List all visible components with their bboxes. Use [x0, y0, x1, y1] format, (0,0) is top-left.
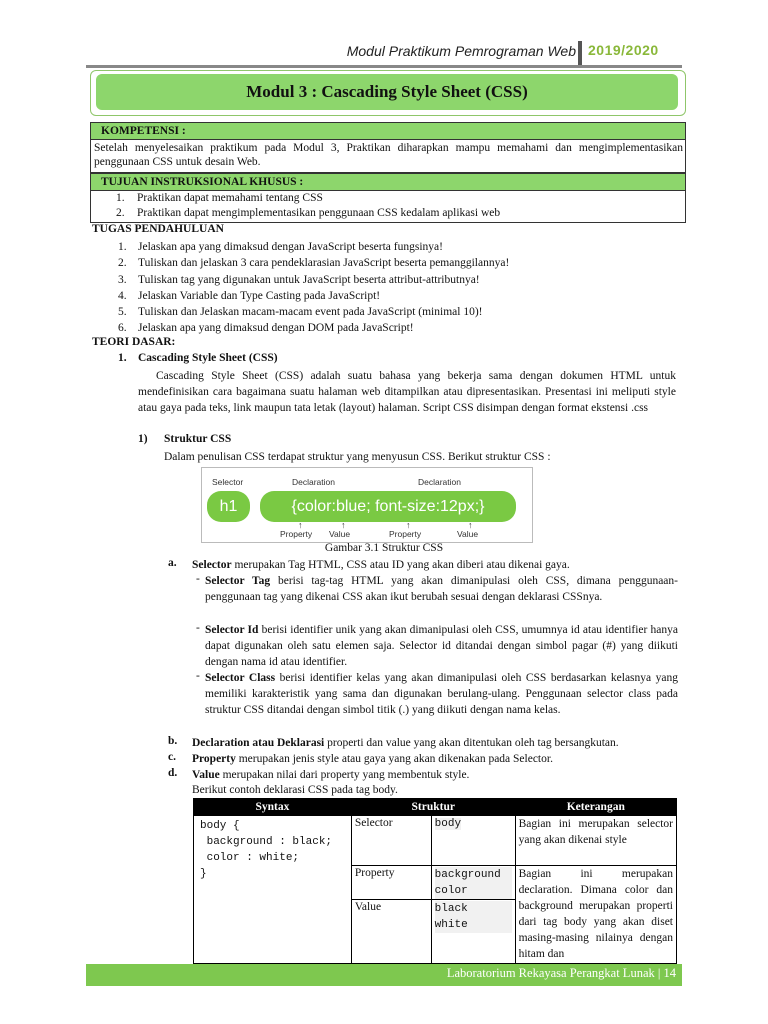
- selector-id-item: [205, 622, 678, 670]
- figure-label-value: Value: [457, 529, 479, 539]
- list-item: 1. Praktikan dapat memahami tentang CSS: [116, 192, 323, 204]
- figure-declaration-pill: {color:blue; font-size:12px;}: [260, 491, 516, 522]
- teori-heading: TEORI DASAR:: [92, 336, 176, 348]
- point-a-text: merupakan Tag HTML, CSS atau ID yang akan diberi atau dikenai gaya.: [231, 559, 570, 571]
- struktur-label-cell: Selector: [351, 816, 431, 866]
- point-c-text: merupakan jenis style atau gaya yang akan dikenakan pada Selector.: [235, 753, 553, 765]
- tujuan-heading: TUJUAN INSTRUKSIONAL KHUSUS :: [90, 173, 686, 191]
- point-b-term: Declaration atau Deklarasi: [192, 737, 325, 749]
- list-item: 1. Jelaskan apa yang dimaksud dengan JavaScript beserta fungsinya!: [118, 241, 443, 253]
- code-value: white: [435, 917, 512, 933]
- code-line: background : black;: [200, 836, 333, 848]
- selector-tag-text: berisi tag-tag HTML yang akan dimanipulasi oleh CSS, dimana penggunaan- penggunaan tag yang dikenai CSS akan ikut berubah sesuai dengan deklarasi CSSnya.: [205, 575, 678, 603]
- point-c-term: Property: [192, 753, 236, 765]
- footer-text: Laboratorium Rekayasa Perangkat Lunak | 14: [446, 966, 676, 980]
- figure-label-selector: Selector: [212, 477, 244, 487]
- figure-label-declaration: Declaration: [292, 477, 335, 487]
- arrow-up-icon: ↑: [406, 520, 411, 530]
- bullet-dash: -: [196, 622, 200, 634]
- code-line: color : white;: [200, 852, 300, 864]
- list-item: 2. Praktikan dapat mengimplementasikan penggunaan CSS kedalam aplikasi web: [116, 207, 501, 219]
- figure-caption: Gambar 3.1 Struktur CSS: [324, 542, 444, 554]
- point-d-text: merupakan nilai dari property yang membentuk style.: [219, 769, 470, 781]
- point-a-term: Selector: [192, 559, 232, 571]
- point-b-letter: b.: [168, 735, 178, 747]
- code-line: }: [200, 868, 207, 880]
- selector-class-text: berisi identifier kelas yang akan dimanipulasi oleh CSS berdasarkan kelasnya yang memiliki karakteristik yang sama dan digunakan berulang-ulang. Penggunaan selector class pada struktur CSS ditandai dengan simbol titik (.) yang diikuti dengan nama kelas.: [205, 672, 678, 716]
- point-b-text: properti dan value yang akan ditentukan oleh tag bersangkutan.: [324, 737, 619, 749]
- teori-sub1-paragraph: Cascading Style Sheet (CSS) adalah suatu bahasa yang bekerja sama dengan dokumen HTML untuk mendefinisikan cara bagaimana suatu halaman web ditampilkan atau dipresentasikan. Presentasi ini meliputi style atau gaya pada teks, link maupun tata letak (layout) halaman. Script CSS disimpan dengan format ekstensi .css: [138, 370, 676, 414]
- list-item: 6. Jelaskan apa yang dimaksud dengan DOM pada JavaScript!: [118, 322, 414, 335]
- table-header-keterangan: Keterangan: [515, 799, 676, 816]
- list-item: 4. Jelaskan Variable dan Type Casting pada JavaScript!: [118, 289, 381, 302]
- point-c-letter: c.: [168, 751, 176, 763]
- struktur-title: Struktur CSS: [164, 433, 232, 445]
- tugas-list: [92, 239, 682, 337]
- code-value: color: [435, 883, 512, 899]
- figure-selector-pill: h1: [207, 491, 250, 522]
- selector-class-item: [205, 670, 678, 718]
- list-item: 5. Tuliskan dan Jelaskan macam-macam event pada JavaScript (minimal 10)!: [118, 306, 483, 319]
- teori-sub1-title: Cascading Style Sheet (CSS): [138, 352, 278, 364]
- struktur-num: 1): [138, 433, 148, 445]
- module-title: Modul 3 : Cascading Style Sheet (CSS): [96, 74, 678, 110]
- table-row: [194, 816, 677, 866]
- running-header-title: Modul Praktikum Pemrograman Web: [346, 43, 576, 59]
- bullet-dash: -: [196, 573, 200, 585]
- teori-sub1-num: 1.: [118, 352, 127, 364]
- list-item: 3. Tuliskan tag yang digunakan untuk JavaScript beserta attribut-attributnya!: [118, 273, 480, 286]
- point-d-letter: d.: [168, 767, 178, 779]
- selector-id-term: Selector Id: [205, 624, 259, 636]
- figure-label-property: Property: [280, 529, 313, 539]
- code-value: body: [434, 818, 462, 830]
- figure-label-value: Value: [329, 529, 351, 539]
- selector-class-term: Selector Class: [205, 672, 276, 684]
- point-d: [192, 767, 678, 783]
- table-header-struktur: Struktur: [351, 799, 515, 816]
- example-intro: Berikut contoh deklarasi CSS pada tag body.: [192, 784, 398, 796]
- code-value: background: [435, 867, 512, 883]
- struktur-value-cell: [431, 866, 515, 900]
- struktur-paragraph: Dalam penulisan CSS terdapat struktur yang menyusun CSS. Berikut struktur CSS :: [164, 451, 551, 463]
- struktur-label-cell: Value: [351, 900, 431, 964]
- header-divider: [578, 41, 582, 65]
- table-header-row: [194, 799, 677, 816]
- code-line: body {: [200, 820, 240, 832]
- struktur-value-cell: [431, 816, 515, 866]
- code-value: black: [435, 901, 512, 917]
- kompetensi-heading: KOMPETENSI :: [90, 122, 686, 140]
- list-item: 2. Tuliskan dan jelaskan 3 cara pendeklarasian JavaScript beserta pemanggilannya!: [118, 257, 510, 270]
- tujuan-box: [90, 191, 686, 223]
- arrow-up-icon: ↑: [468, 520, 473, 530]
- keterangan-cell: Bagian ini merupakan selector yang akan dikenai style: [515, 816, 676, 866]
- figure-label-property: Property: [389, 529, 422, 539]
- table-header-syntax: Syntax: [194, 799, 352, 816]
- header-rule: [86, 65, 682, 68]
- tugas-heading: TUGAS PENDAHULUAN: [92, 223, 224, 235]
- syntax-code-cell: [194, 816, 352, 964]
- bullet-dash: -: [196, 670, 200, 682]
- struktur-value-cell: [431, 900, 515, 964]
- tujuan-list: [91, 191, 685, 221]
- point-c: [192, 751, 678, 767]
- figure-label-declaration: Declaration: [418, 477, 461, 487]
- point-d-term: Value: [192, 769, 220, 781]
- selector-id-text: berisi identifier unik yang akan dimanipulasi oleh CSS, umumnya id atau identifier hanya dapat digunakan oleh satu elemen saja. Selector id ditandai dengan simbol pagar (#) yang diikuti dengan nama id atau identifier.: [205, 624, 678, 668]
- arrow-up-icon: ↑: [298, 520, 303, 530]
- point-a-letter: a.: [168, 557, 177, 569]
- css-example-table: [193, 798, 677, 964]
- running-header-year: 2019/2020: [588, 42, 659, 58]
- selector-tag-term: Selector Tag: [205, 575, 271, 587]
- selector-tag-item: [205, 573, 678, 605]
- struktur-label-cell: Property: [351, 866, 431, 900]
- arrow-up-icon: ↑: [341, 520, 346, 530]
- point-b: [192, 735, 678, 751]
- keterangan-cell: Bagian ini merupakan declaration. Dimana color dan background merupakan properti dari tag body yang akan diset masing-masing nilainya dengan hitam dan: [515, 866, 676, 964]
- kompetensi-text: Setelah menyelesaikan praktikum pada Modul 3, Praktikan diharapkan mampu memahami dan mengimplementasikan penggunaan CSS untuk desain Web.: [90, 140, 686, 173]
- point-a: [192, 557, 678, 573]
- css-structure-figure: [201, 467, 533, 543]
